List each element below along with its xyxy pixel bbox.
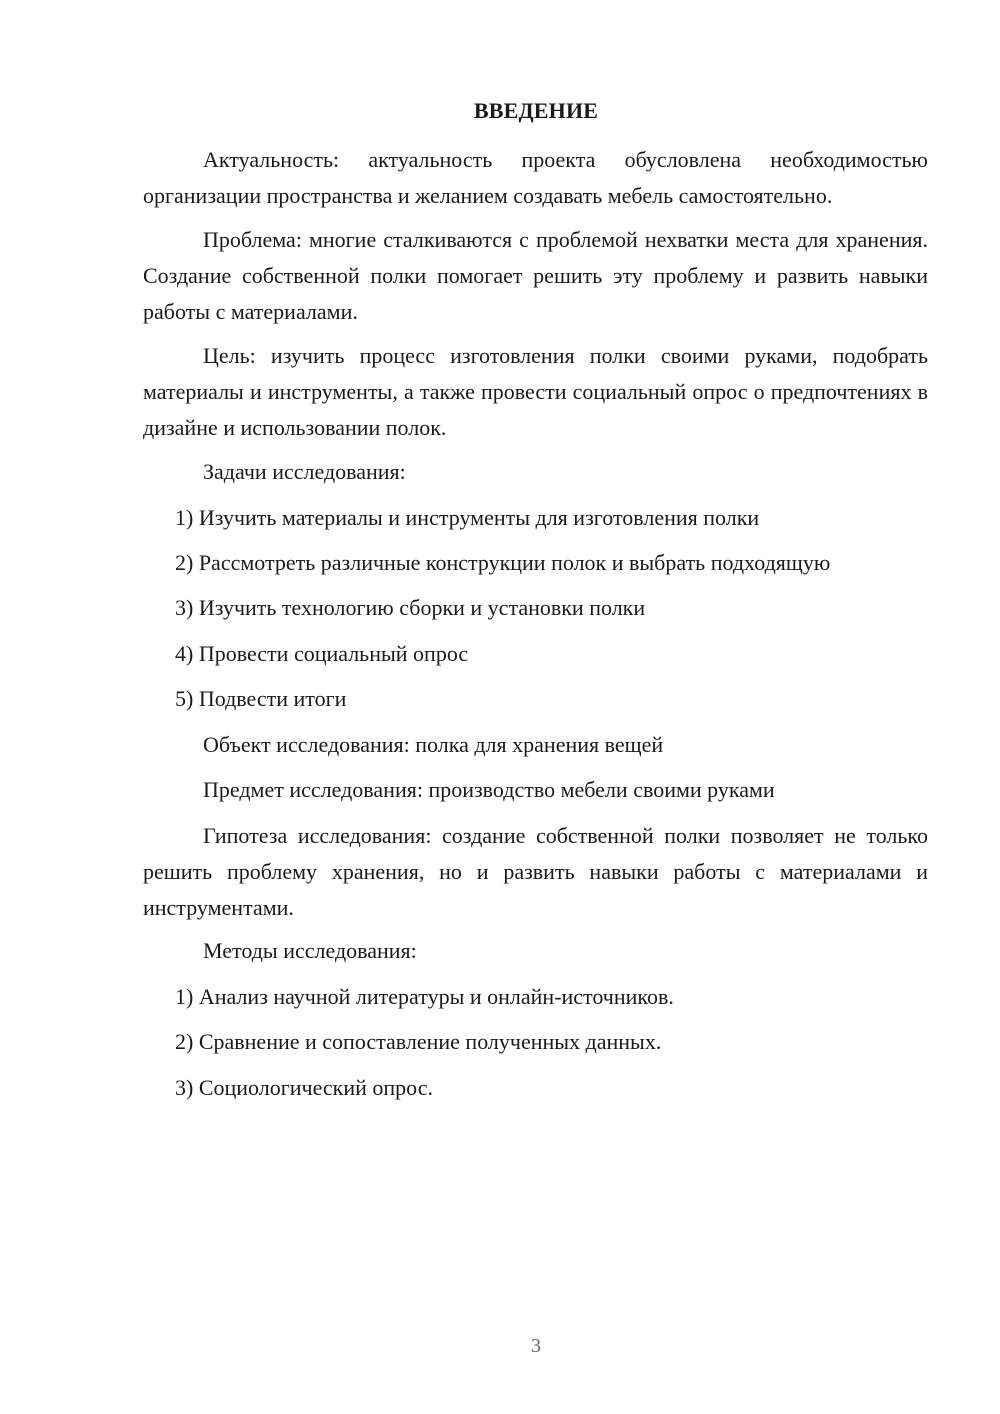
- page-number: 3: [531, 1335, 541, 1357]
- methods-heading: Методы исследования:: [203, 938, 417, 963]
- task-item-5: 5) Подвести итоги: [175, 686, 347, 711]
- task-item-3: 3) Изучить технологию сборки и установки полки: [175, 595, 646, 620]
- task-item-4: 4) Провести социальный опрос: [175, 641, 469, 666]
- method-item-1: 1) Анализ научной литературы и онлайн-источников.: [175, 984, 674, 1009]
- task-item-1: 1) Изучить материалы и инструменты для изготовления полки: [175, 505, 760, 530]
- research-object: Объект исследования: полка для хранения вещей: [203, 732, 664, 757]
- goal-paragraph: Цель: изучить процесс изготовления полки своими руками, подобрать материалы и инструменты, а также провести социальный опрос о предпочтениях в дизайне и использовании полок.: [143, 343, 928, 440]
- problem-paragraph: Проблема: многие сталкиваются с проблемой нехватки места для хранения. Создание собственной полки помогает решить эту проблему и развить навыки работы с материалами.: [143, 227, 928, 324]
- section-title: ВВЕДЕНИЕ: [473, 98, 599, 123]
- tasks-heading: Задачи исследования:: [203, 459, 406, 484]
- research-subject: Предмет исследования: производство мебели своими руками: [203, 777, 775, 802]
- method-item-2: 2) Сравнение и сопоставление полученных данных.: [175, 1029, 662, 1054]
- task-item-2: 2) Рассмотреть различные конструкции полок и выбрать подходящую: [175, 550, 831, 575]
- method-item-3: 3) Социологический опрос.: [175, 1075, 433, 1100]
- hypothesis-paragraph: Гипотеза исследования: создание собственной полки позволяет не только решить проблему хранения, но и развить навыки работы с материалами и инструментами.: [143, 823, 928, 920]
- relevance-paragraph: Актуальность: актуальность проекта обусловлена необходимостью организации пространства и желанием создавать мебель самостоятельно.: [143, 147, 928, 208]
